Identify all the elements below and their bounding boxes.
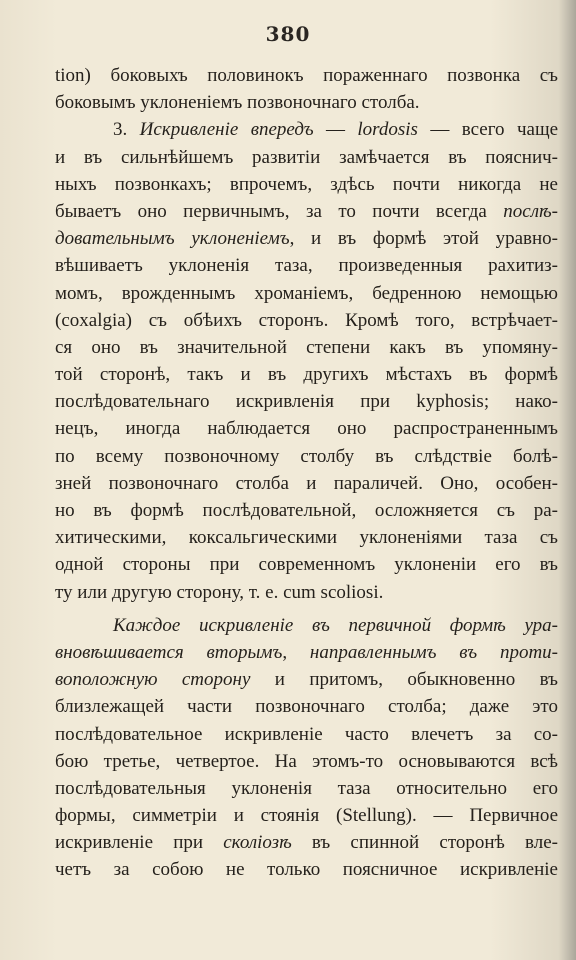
text-run: — — [313, 119, 358, 141]
text-line — [55, 470, 558, 497]
text-line — [55, 775, 558, 802]
text-run: той сторонѣ, такъ и въ другихъ мѣстахъ въ формѣ — [55, 364, 558, 386]
italic-term: направленнымъ въ проти- — [309, 641, 559, 663]
text-run: послѣдовательное искривленіе часто влечетъ за со- — [55, 723, 558, 745]
text-run: и притомъ, обыкновенно въ — [250, 669, 558, 691]
text-line — [55, 551, 558, 578]
text-run: вѣшиваетъ уклоненія таза, произведенныя рахитиз- — [55, 255, 558, 277]
italic-term: Искривленіе впередъ — [139, 119, 314, 141]
text-line — [55, 89, 558, 116]
page-number: 380 — [265, 22, 311, 46]
text-run: ту или другую сторону, т. е. cum scoliosi. — [55, 581, 384, 603]
text-line — [55, 171, 558, 198]
text-line — [55, 388, 558, 415]
text-run: — всего чаще — [417, 119, 559, 141]
body-text — [55, 62, 558, 884]
text-run: нецъ, иногда наблюдается оно распространеннымъ — [55, 418, 558, 440]
text-line — [55, 252, 558, 279]
text-line — [55, 144, 558, 171]
text-line — [55, 666, 558, 693]
text-run: зней позвоночнаго столба и параличей. Оно, особен- — [55, 472, 558, 494]
text-run: четъ за собою не только поясничное искривленіе — [55, 859, 558, 881]
italic-term: послѣ- — [503, 200, 558, 222]
section-number: 3. — [113, 119, 140, 141]
text-line — [55, 579, 558, 606]
text-line — [55, 415, 558, 442]
text-line — [55, 802, 558, 829]
text-run: и въ сильнѣйшемъ развитіи замѣчается въ пояснич- — [55, 146, 558, 168]
text-run: бою третье, четвертое. На этомъ-то основываются всѣ — [55, 750, 558, 772]
paragraph-start-line — [55, 116, 558, 143]
text-run: боковымъ уклоненіемъ позвоночнаго столба. — [55, 92, 420, 114]
text-run: по всему позвоночному столбу въ слѣдствіе болѣ- — [55, 445, 558, 467]
text-run: момъ, врожденнымъ хроманіемъ, бедренною немощью — [55, 282, 558, 304]
text-line — [55, 829, 558, 856]
italic-term: довательнымъ уклоненіемъ — [55, 228, 290, 250]
text-run: , — [282, 641, 310, 663]
italic-term: сколіозѣ — [223, 832, 292, 854]
text-run: (coxalgia) съ обѣихъ сторонъ. Кромѣ того, встрѣчает- — [55, 309, 558, 331]
text-line — [55, 524, 558, 551]
text-line — [55, 62, 558, 89]
text-run: ныхъ позвонкахъ; впрочемъ, здѣсь почти никогда не — [55, 173, 558, 195]
text-run: въ спинной сторонѣ вле- — [291, 832, 558, 854]
text-run: , и въ формѣ этой уравно- — [289, 228, 558, 250]
paragraph-start-line — [55, 612, 558, 639]
text-line — [55, 307, 558, 334]
text-run: tion) боковыхъ половинокъ пораженнаго позвонка съ — [55, 65, 558, 86]
text-line — [55, 693, 558, 720]
text-run: одной стороны при современномъ уклоненіи его въ — [55, 554, 558, 576]
text-run: хитическими, коксальгическими уклоненіями таза съ — [55, 527, 558, 549]
text-run: но въ формѣ послѣдовательной, осложняется съ ра- — [55, 500, 558, 521]
text-run: послѣдовательнаго искривленія при kyphosis; нако- — [55, 391, 558, 413]
latin-term: lordosis — [357, 119, 418, 141]
text-run: близлежащей части позвоночнаго столба; даже это — [55, 696, 558, 718]
text-line — [55, 721, 558, 748]
text-line — [55, 639, 558, 666]
text-run: бываетъ оно первичнымъ, за то почти всегда — [55, 200, 504, 222]
text-run: формы, симметріи и стоянія (Stellung). — Первичное — [55, 805, 558, 827]
text-line — [55, 225, 558, 252]
text-line — [55, 198, 558, 225]
italic-term: вновѣшивается вторымъ — [55, 641, 283, 663]
text-run: ся оно въ значительной степени какъ въ упомяну- — [55, 336, 558, 358]
text-line — [55, 361, 558, 388]
text-line — [55, 748, 558, 775]
text-line — [55, 443, 558, 470]
italic-term: воположную сторону — [55, 669, 251, 691]
text-line — [55, 334, 558, 361]
text-line — [55, 856, 558, 883]
text-line — [55, 280, 558, 307]
text-run: искривленіе при — [55, 832, 224, 854]
italic-term: Каждое искривленіе въ первичной формѣ ура- — [113, 614, 558, 636]
text-run: послѣдовательныя уклоненія таза относительно его — [55, 777, 558, 799]
text-line — [55, 497, 558, 524]
